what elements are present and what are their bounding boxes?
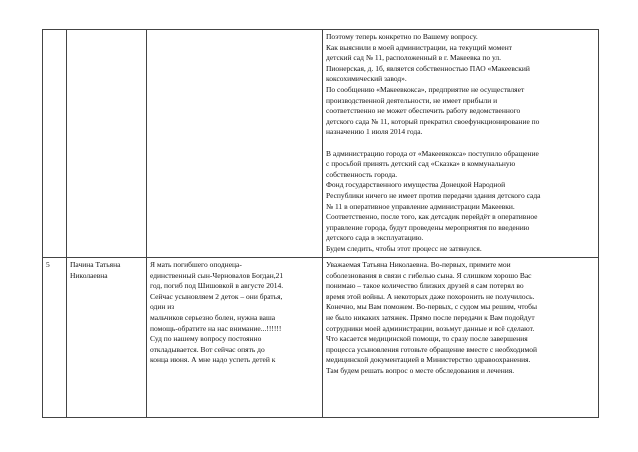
answer-line: управление города, будут проведены мероприятия по введению — [326, 222, 530, 232]
answer-line: с просьбой принять детский сад «Сказка» в коммунальную — [326, 159, 516, 169]
question-line: Я мать погибшего оподнеца- — [150, 260, 242, 269]
answer-line: детский сад № 11, расположенный в г. Макеевка по ул. — [326, 53, 502, 63]
row-number: 5 — [46, 260, 50, 269]
answer-line: Как выяснили в моей администрации, на текущий момент — [326, 42, 512, 52]
answer-line: Что касается медицинской помощи, то сразу после завершения — [326, 334, 528, 344]
table-row — [43, 258, 599, 418]
answer-line: коксохимический завод». — [326, 74, 407, 84]
answer-line: Пионерская, д. 1б, является собственностью ПАО «Макеевский — [326, 63, 530, 73]
applicant-name-line: Николаевна — [70, 270, 108, 280]
answer-line: Фонд государственного имущества Донецкой Народной — [326, 180, 506, 190]
answer-line: Будем следить, чтобы этот процесс не затянулся. — [326, 243, 482, 253]
question-line: год, погиб под Шишовкой в августе 2014. — [150, 281, 284, 291]
row-number-cell — [43, 30, 67, 258]
question-line: мальчиков серьезно болен, нужна ваша — [150, 312, 276, 322]
question-line: Сейчас усыновляем 2 деток – они братья, — [150, 291, 283, 301]
answer-line: Соответственно, после того, как детсадик перейдёт в оперативное — [326, 212, 538, 222]
answer-line: собственность города. — [326, 169, 398, 179]
answer-line: медицинской документацией в Министерство здравоохранения. — [326, 355, 531, 365]
applicant-name-line: Пачина Татьяна — [70, 260, 121, 269]
answer-line: понимаю – такое количество близких друзей я сам потерял во — [326, 281, 524, 291]
answer-line: производственной деятельности, не имеет прибыли и — [326, 95, 498, 105]
answer-line: детского сада в эксплуатацию. — [326, 233, 424, 243]
question-line: один из — [150, 302, 175, 312]
question-line: помощь-обратите на нас внимание...!!!!!! — [150, 323, 282, 333]
answer-line: сотрудники моей администрации, возьмут данные и всё сделают. — [326, 323, 535, 333]
answer-line: Конечно, мы Вам поможем. Во-первых, с судом мы решим, чтобы — [326, 302, 538, 312]
answer-line: Уважаемая Татьяна Николаевна. Во-первых, примите мои — [326, 260, 511, 269]
appeals-table-body — [43, 30, 599, 418]
answer-line: соболезнования в связи с гибелью сына. Я слишком хорошо Вас — [326, 270, 532, 280]
answer-line: соответственно не может обеспечить работу ведомственного — [326, 106, 521, 116]
answer-cell — [323, 30, 599, 258]
answer-line: процесса усыновления готовьте обращение вместе с необходимой — [326, 344, 537, 354]
question-line: откладывается. Вот сейчас опять до — [150, 344, 265, 354]
question-line: единственный сын-Черновалов Богдан,21 — [150, 270, 284, 280]
answer-line: В администрацию города от «Макеевкокса» поступило обращение — [326, 148, 539, 158]
answer-line: не было никаких затяжек. Прямо после передачи к Вам подойдут — [326, 312, 535, 322]
applicant-name-cell — [67, 258, 147, 418]
table-row — [43, 30, 599, 258]
paragraph-gap — [326, 138, 595, 149]
row-number-cell — [43, 258, 67, 418]
question-line: конца июня. А мне надо успеть детей к — [150, 355, 276, 365]
answer-line: Там будем решать вопрос о месте обследования и лечения. — [326, 365, 515, 375]
question-line: Суд по нашему вопросу постоянно — [150, 334, 262, 344]
answer-line: По сообщению «Макеевкокса», предприятие не осуществляет — [326, 84, 525, 94]
answer-line: Республики ничего не имеет против передачи здания детского сада — [326, 190, 541, 200]
applicant-name-cell — [67, 30, 147, 258]
answer-line: назначению 1 июля 2014 года. — [326, 127, 423, 137]
answer-cell — [323, 258, 599, 418]
question-cell — [147, 30, 323, 258]
answer-line: детского сада № 11, который прекратил своефункционирование по — [326, 116, 540, 126]
answer-line: время этой войны. А некоторых даже похоронить не получилось. — [326, 291, 535, 301]
answer-line: № 11 в оперативное управление администрации Макеевки. — [326, 201, 515, 211]
question-cell — [147, 258, 323, 418]
answer-line: Поэтому теперь конкретно по Вашему вопросу. — [326, 32, 478, 41]
appeals-table — [42, 29, 599, 418]
